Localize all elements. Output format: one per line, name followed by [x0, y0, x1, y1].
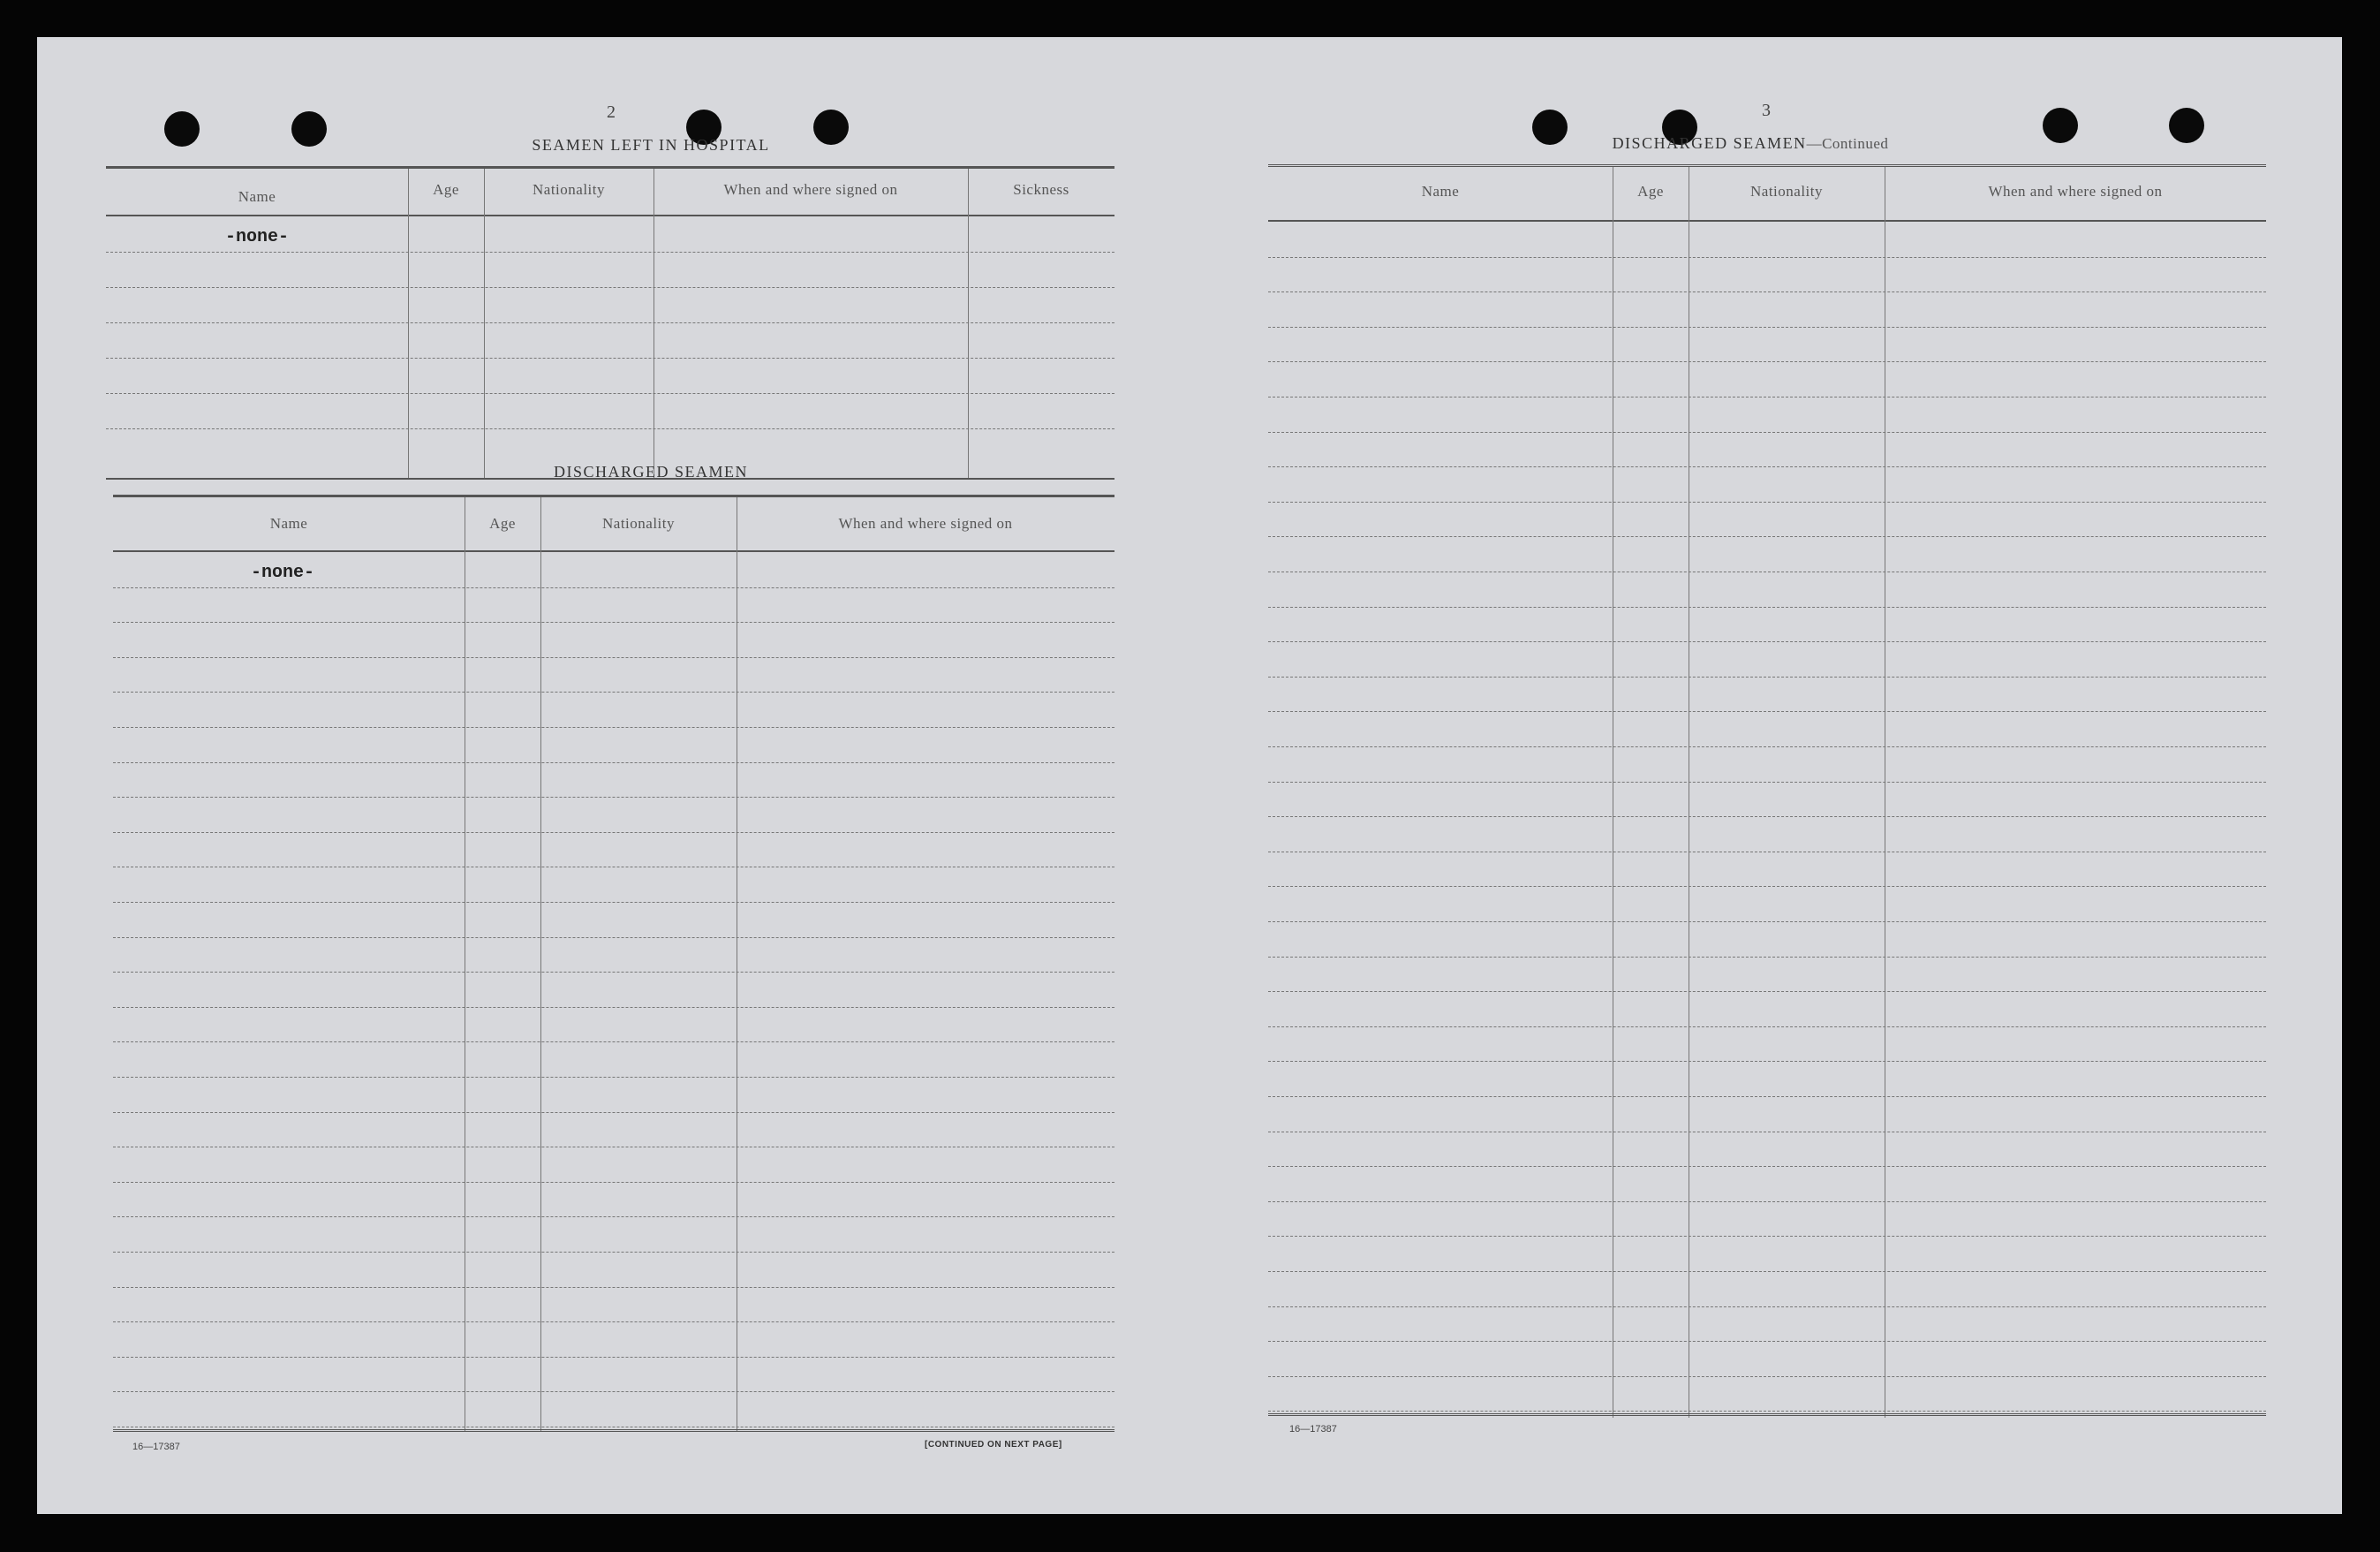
row-rule	[113, 972, 1114, 973]
form-code-right: 16—17387	[1289, 1424, 1337, 1435]
discharged-continued-header	[1268, 167, 2266, 222]
row-rule	[113, 797, 1114, 798]
row-rule	[113, 937, 1114, 938]
column-header-age: Age	[1637, 183, 1664, 200]
hospital-table	[106, 166, 1114, 480]
column-divider	[540, 497, 541, 1432]
title-suffix: —Continued	[1806, 135, 1889, 152]
row-rule	[113, 1216, 1114, 1217]
row-rule	[1268, 1411, 2266, 1412]
row-rule	[1268, 1096, 2266, 1097]
row-rule	[113, 762, 1114, 763]
row-rule	[113, 1391, 1114, 1392]
column-header-name: Name	[269, 515, 308, 532]
row-rule	[1268, 432, 2266, 433]
column-header-age: Age	[489, 515, 516, 532]
hospital-table-header	[106, 169, 1114, 216]
column-header-name: Name	[1421, 183, 1460, 200]
row-rule	[113, 692, 1114, 693]
row-rule	[113, 832, 1114, 833]
row-rule	[113, 1182, 1114, 1183]
row-rule	[113, 622, 1114, 623]
hospital-entry-none: -none-	[225, 227, 290, 247]
row-rule	[1268, 291, 2266, 292]
form-code-left: 16—17387	[132, 1442, 180, 1452]
discharged-continued-table	[1268, 164, 2266, 1418]
row-rule	[1268, 886, 2266, 887]
row-rule	[1268, 1271, 2266, 1272]
column-header-nationality: Nationality	[1750, 183, 1823, 200]
row-rule	[1268, 466, 2266, 467]
row-rule	[1268, 816, 2266, 817]
row-rule	[106, 322, 1114, 323]
row-rule	[113, 1287, 1114, 1288]
row-rule	[1268, 257, 2266, 258]
row-rule	[1268, 1236, 2266, 1237]
row-rule	[106, 252, 1114, 253]
row-rule	[1268, 746, 2266, 747]
row-rule	[1268, 536, 2266, 537]
column-divider	[408, 169, 409, 478]
row-rule	[1268, 1341, 2266, 1342]
row-rule	[1268, 782, 2266, 783]
continued-note: [CONTINUED ON NEXT PAGE]	[925, 1440, 1062, 1450]
page-number-right: 3	[1762, 101, 1771, 120]
discharged-continued-title	[1521, 134, 1980, 153]
page-number-left: 2	[607, 102, 616, 122]
discharged-table-header	[113, 497, 1114, 552]
table-bottom-rule	[1268, 1413, 2266, 1416]
row-rule	[1268, 921, 2266, 922]
column-header-signed-on: When and where signed on	[1988, 183, 2163, 200]
discharged-continued-body	[1268, 222, 2266, 1420]
punch-hole	[291, 111, 327, 147]
hospital-section-title: SEAMEN LEFT IN HOSPITAL	[532, 136, 770, 154]
row-rule	[1268, 1026, 2266, 1027]
discharged-table	[113, 495, 1114, 1432]
row-rule	[113, 1077, 1114, 1078]
discharged-section-title: DISCHARGED SEAMEN	[553, 463, 748, 481]
row-rule	[1268, 361, 2266, 362]
row-rule	[113, 587, 1114, 588]
row-rule	[113, 1252, 1114, 1253]
column-header-nationality: Nationality	[533, 181, 605, 198]
row-rule	[106, 358, 1114, 359]
row-rule	[1268, 641, 2266, 642]
column-header-nationality: Nationality	[602, 515, 675, 532]
hospital-table-body	[106, 216, 1114, 478]
row-rule	[1268, 1166, 2266, 1167]
row-rule	[1268, 677, 2266, 678]
discharged-table-body	[113, 552, 1114, 1432]
manifest-sheet	[37, 37, 2342, 1514]
row-rule	[1268, 991, 2266, 992]
row-rule	[113, 727, 1114, 728]
column-header-sickness: Sickness	[1013, 181, 1069, 198]
punch-hole	[2043, 108, 2078, 143]
row-rule	[106, 393, 1114, 394]
row-rule	[1268, 502, 2266, 503]
punch-hole	[2169, 108, 2204, 143]
column-divider	[968, 169, 969, 478]
row-rule	[1268, 1376, 2266, 1377]
punch-hole	[164, 111, 200, 147]
row-rule	[106, 287, 1114, 288]
row-rule	[113, 1041, 1114, 1042]
row-rule	[113, 902, 1114, 903]
title-main: DISCHARGED SEAMEN	[1612, 134, 1807, 152]
column-header-signed-on: When and where signed on	[723, 181, 898, 198]
row-rule	[1268, 607, 2266, 608]
table-bottom-rule	[113, 1429, 1114, 1432]
row-rule	[113, 1321, 1114, 1322]
column-header-signed-on: When and where signed on	[838, 515, 1013, 532]
discharged-entry-none: -none-	[251, 563, 315, 583]
row-rule	[106, 428, 1114, 429]
row-rule	[113, 1007, 1114, 1008]
row-rule	[1268, 327, 2266, 328]
column-header-age: Age	[433, 181, 459, 198]
row-rule	[113, 657, 1114, 658]
row-rule	[1268, 957, 2266, 958]
row-rule	[1268, 1061, 2266, 1062]
row-rule	[1268, 1201, 2266, 1202]
column-divider	[484, 169, 485, 478]
row-rule	[113, 1112, 1114, 1113]
column-header-name: Name	[238, 188, 276, 205]
row-rule	[1268, 711, 2266, 712]
row-rule	[1268, 1306, 2266, 1307]
row-rule	[113, 1357, 1114, 1358]
